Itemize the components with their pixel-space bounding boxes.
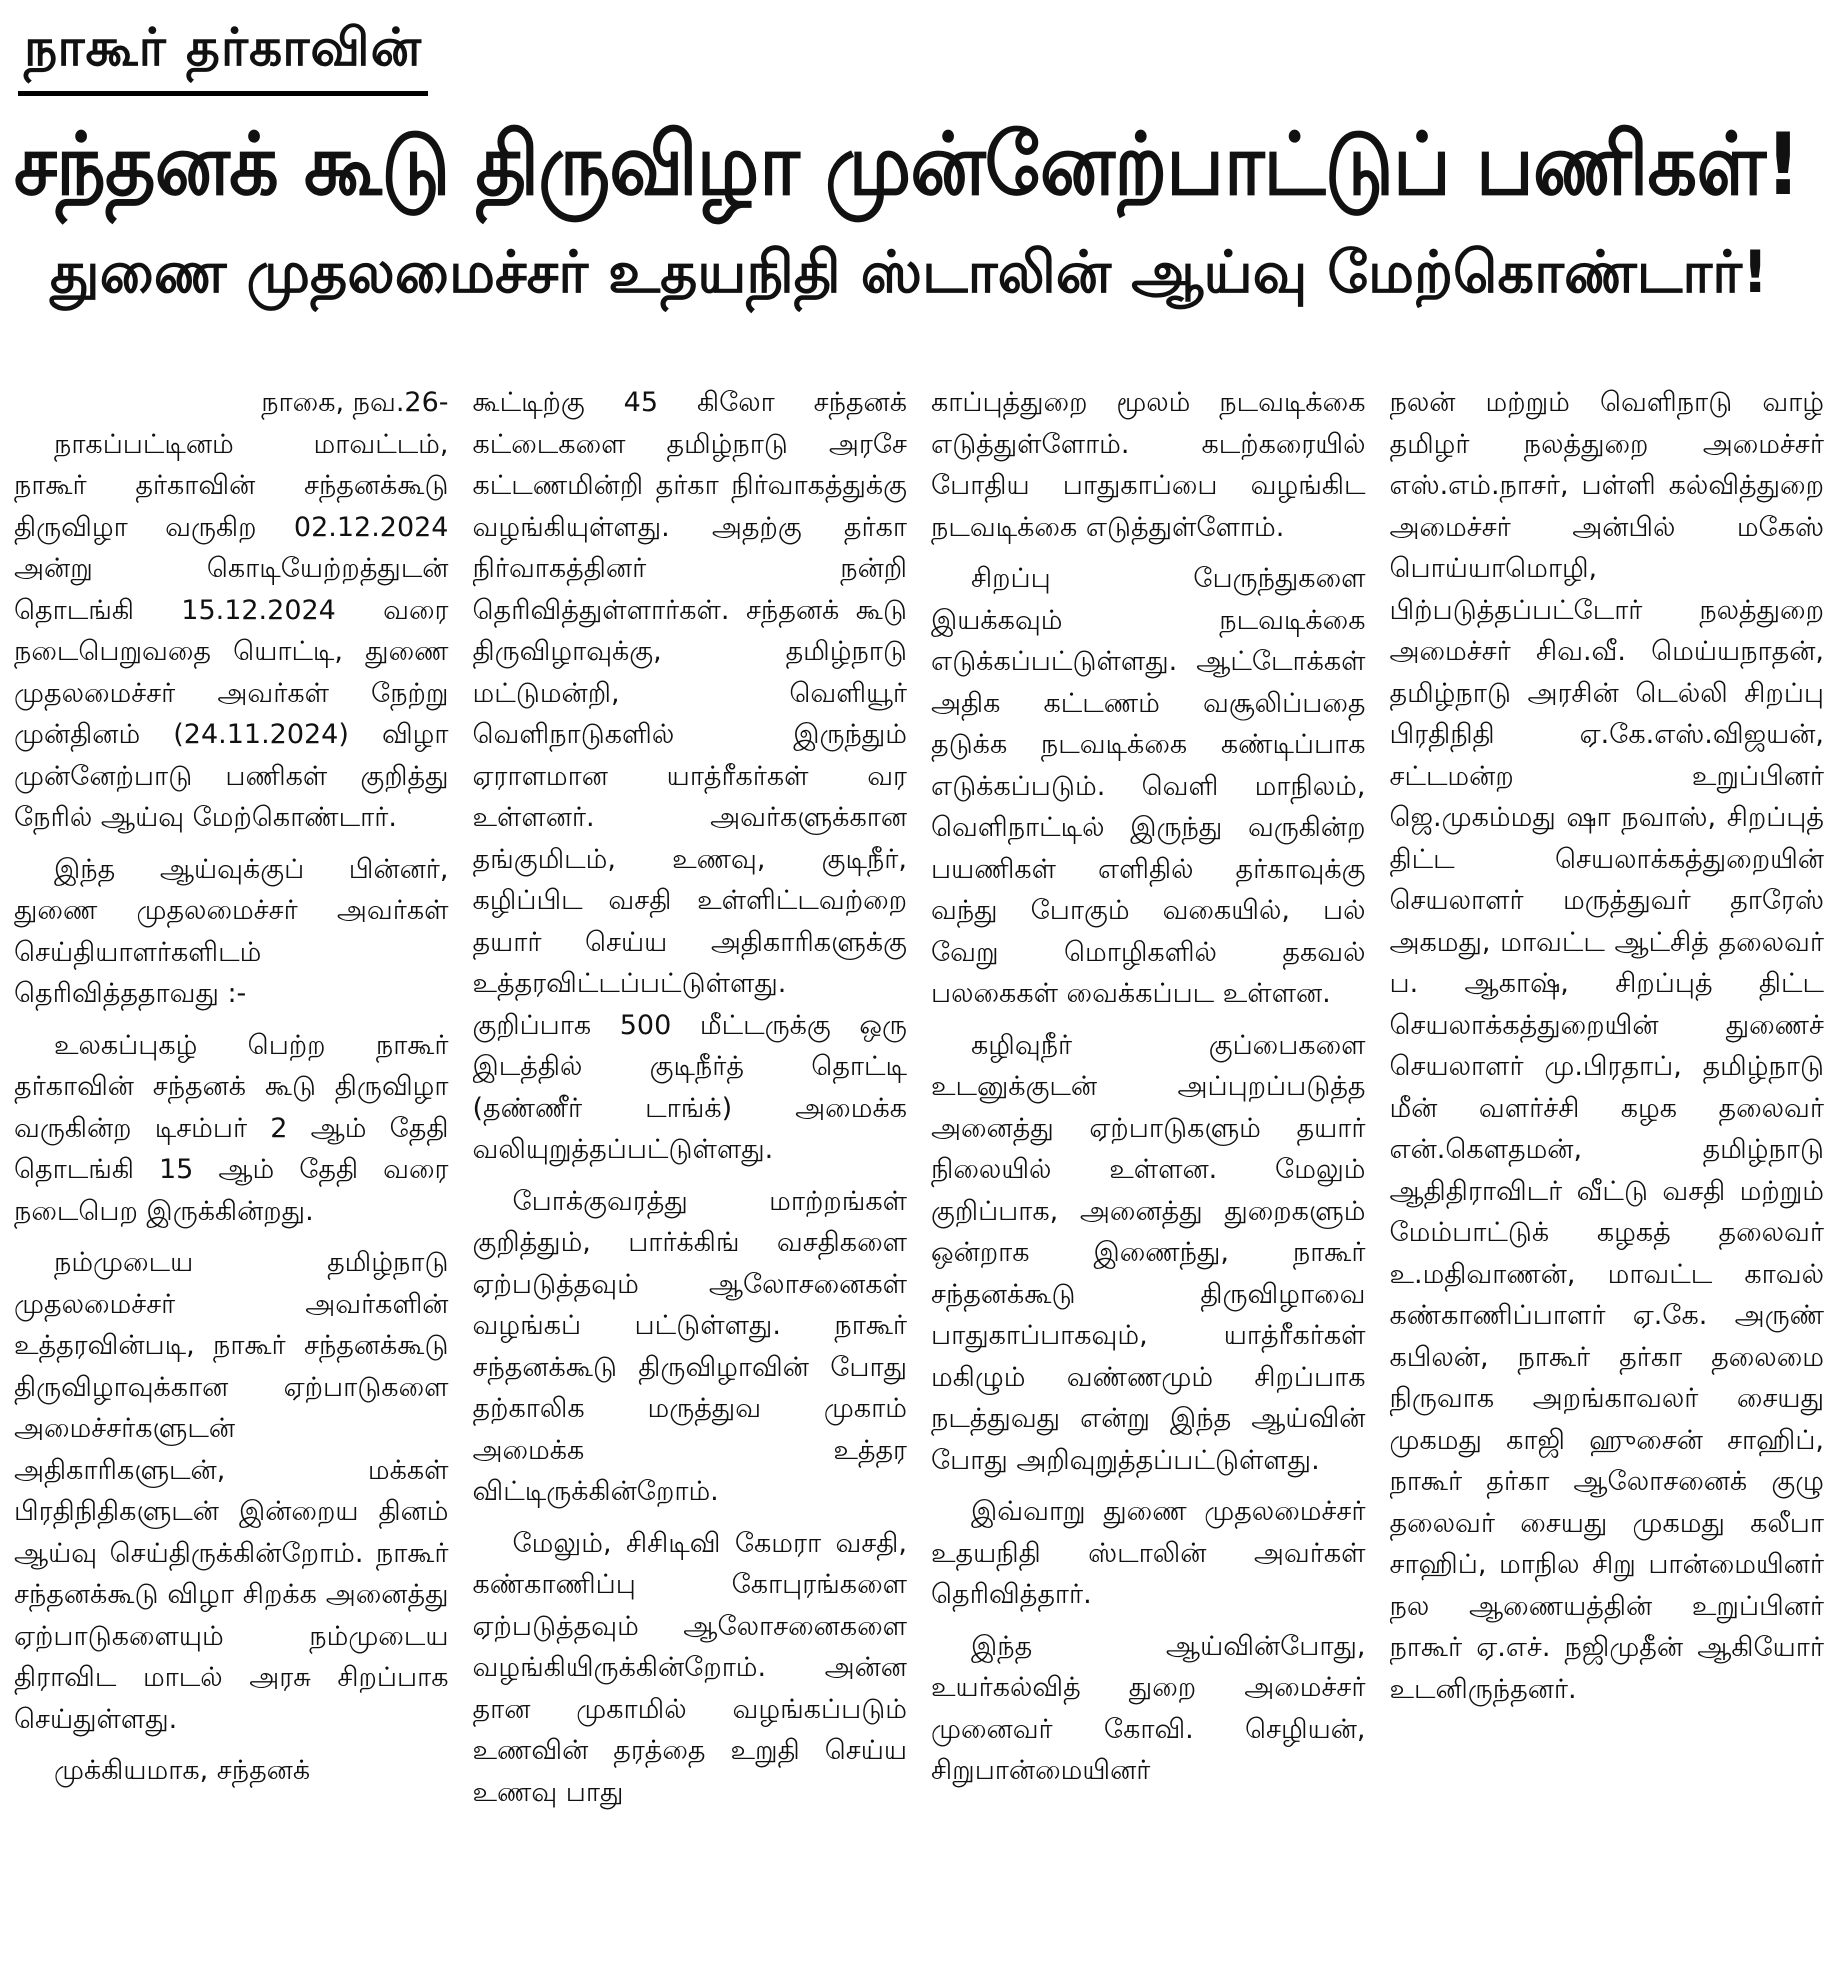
- article-column-2: [473, 382, 908, 1952]
- paragraph: நாகப்பட்டினம் மாவட்டம், நாகூர் தர்காவின் சந்தனக்கூடு திருவிழா வருகிற 02.12.2024 அன்று கொடியேற்றத்துடன் தொடங்கி 15.12.2024 வரை நடைபெறுவதை யொட்டி, துணை முதலமைச்சர் அவர்கள் நேற்று முன்தினம் (24.11.2024) விழா முன்னேற்பாடு பணிகள் குறித்து நேரில் ஆய்வு மேற்கொண்டார்.: [14, 428, 449, 833]
- paragraph: போக்குவரத்து மாற்றங்கள் குறித்தும், பார்க்கிங் வசதிகளை ஏற்படுத்தவும் ஆலோசனைகள் வழங்கப் பட்டுள்ளது. நாகூர் சந்தனக்கூடு திருவிழாவின் போது தற்காலிக மருத்துவ முகாம் அமைக்க உத்தர விட்டிருக்கின்றோம்.: [472, 1185, 907, 1507]
- article-body: [14, 382, 1824, 1952]
- paragraph: காப்புத்துறை மூலம் நடவடிக்கை எடுத்துள்ளோம். கடற்கரையில் போதிய பாதுகாப்பை வழங்கிட நடவடிக்கை எடுத்துள்ளோம்.: [931, 387, 1366, 543]
- kicker-underline: [18, 18, 428, 96]
- paragraph: நம்முடைய தமிழ்நாடு முதலமைச்சர் அவர்களின் உத்தரவின்படி, நாகூர் சந்தனக்கூடு திருவிழாவுக்கான ஏற்பாடுகளை அமைச்சர்களுடன் அதிகாரிகளுடன், மக்கள் பிரதிநிதிகளுடன் இன்றைய தினம் ஆய்வு செய்திருக்கின்றோம். நாகூர் சந்தனக்கூடு விழா சிறக்க அனைத்து ஏற்பாடுகளையும் நம்முடைய திராவிட மாடல் அரசு சிறப்பாக செய்துள்ளது.: [14, 1247, 449, 1735]
- headline: சந்தனக் கூடு திருவிழா முன்னேற்பாட்டுப் பணிகள்!: [14, 115, 1800, 215]
- article-column-4: [1390, 382, 1825, 1952]
- subheadline: துணை முதலமைச்சர் உதயநிதி ஸ்டாலின் ஆய்வு மேற்கொண்டார்!: [50, 237, 1769, 306]
- article-column-3: [931, 382, 1366, 1952]
- paragraph: மேலும், சிசிடிவி கேமரா வசதி, கண்காணிப்பு கோபுரங்களை ஏற்படுத்தவும் ஆலோசனைகளை வழங்கியிருக்கின்றோம். அன்ன தான முகாமில் வழங்கப்படும் உணவின் தரத்தை உறுதி செய்ய உணவு பாது: [472, 1527, 907, 1808]
- paragraph: இந்த ஆய்வின்போது, உயர்கல்வித் துறை அமைச்சர் முனைவர் கோவி. செழியன், சிறுபான்மையினர்: [931, 1630, 1366, 1786]
- paragraph: கழிவுநீர் குப்பைகளை உடனுக்குடன் அப்புறப்படுத்த அனைத்து ஏற்பாடுகளும் தயார் நிலையில் உள்ளன. மேலும் குறிப்பாக, அனைத்து துறைகளும் ஒன்றாக இணைந்து, நாகூர் சந்தனக்கூடு திருவிழாவை பாதுகாப்பாகவும், யாத்ரீகர்கள் மகிழும் வண்ணமும் சிறப்பாக நடத்துவது என்று இந்த ஆய்வின் போது அறிவுறுத்தப்பட்டுள்ளது.: [931, 1029, 1366, 1476]
- article-column-1: [14, 382, 449, 1952]
- paragraph: கூட்டிற்கு 45 கிலோ சந்தனக் கட்டைகளை தமிழ்நாடு அரசே கட்டணமின்றி தர்கா நிர்வாகத்துக்கு வழங்கியுள்ளது. அதற்கு தர்கா நிர்வாகத்தினர் நன்றி தெரிவித்துள்ளார்கள். சந்தனக் கூடு திருவிழாவுக்கு, தமிழ்நாடு மட்டுமன்றி, வெளியூர் வெளிநாடுகளில் இருந்தும் ஏராளமான யாத்ரீகர்கள் வர உள்ளனர். அவர்களுக்கான தங்குமிடம், உணவு, குடிநீர், கழிப்பிட வசதி உள்ளிட்டவற்றை தயார் செய்ய அதிகாரிகளுக்கு உத்தரவிட்டப்பட்டுள்ளது. குறிப்பாக 500 மீட்டருக்கு ஒரு இடத்தில் குடிநீர்த் தொட்டி (தண்ணீர் டாங்க்) அமைக்க வலியுறுத்தப்பட்டுள்ளது.: [472, 387, 907, 1165]
- paragraph: இந்த ஆய்வுக்குப் பின்னர், துணை முதலமைச்சர் அவர்கள் செய்தியாளர்களிடம் தெரிவித்ததாவது :-: [14, 853, 449, 1009]
- paragraph: உலகப்புகழ் பெற்ற நாகூர் தர்காவின் சந்தனக் கூடு திருவிழா வருகின்ற டிசம்பர் 2 ஆம் தேதி தொடங்கி 15 ஆம் தேதி வரை நடைபெற இருக்கின்றது.: [14, 1029, 449, 1227]
- dateline: நாகை, நவ.26-: [261, 387, 449, 418]
- paragraph: நலன் மற்றும் வெளிநாடு வாழ் தமிழர் நலத்துறை அமைச்சர் எஸ்.எம்.நாசர், பள்ளி கல்வித்துறை அமைச்சர் அன்பில் மகேஸ் பொய்யாமொழி, பிற்படுத்தப்பட்டோர் நலத்துறை அமைச்சர் சிவ.வீ. மெய்யநாதன், தமிழ்நாடு அரசின் டெல்லி சிறப்பு பிரதிநிதி ஏ.கே.எஸ்.விஜயன், சட்டமன்ற உறுப்பினர் ஜெ.முகம்மது ஷா நவாஸ், சிறப்புத் திட்ட செயலாக்கத்துறையின் செயலாளர் மருத்துவர் தாரேஸ் அகமது, மாவட்ட ஆட்சித் தலைவர் ப. ஆகாஷ், சிறப்புத் திட்ட செயலாக்கத்துறையின் துணைச் செயலாளர் மு.பிரதாப், தமிழ்நாடு மீன் வளர்ச்சி கழக தலைவர் என்.கௌதமன், தமிழ்நாடு ஆதிதிராவிடர் வீட்டு வசதி மற்றும் மேம்பாட்டுக் கழகத் தலைவர் உ.மதிவாணன், மாவட்ட காவல் கண்காணிப்பாளர் ஏ.கே. அருண் கபிலன், நாகூர் தர்கா தலைமை நிருவாக அறங்காவலர் சையது முகமது காஜி ஹுசைன் சாஹிப், நாகூர் தர்கா ஆலோசனைக் குழு தலைவர் சையது முகமது கலீபா சாஹிப், மாநில சிறு பான்மையினர் நல ஆணையத்தின் உறுப்பினர் நாகூர் ஏ.எச். நஜிமுதீன் ஆகியோர் உடனிருந்தனர்.: [1389, 387, 1824, 1705]
- paragraph: இவ்வாறு துணை முதலமைச்சர் உதயநிதி ஸ்டாலின் அவர்கள் தெரிவித்தார்.: [931, 1496, 1366, 1610]
- kicker-title: நாகூர் தர்காவின்: [24, 18, 423, 78]
- paragraph: முக்கியமாக, சந்தனக்: [54, 1755, 311, 1786]
- paragraph: சிறப்பு பேருந்துகளை இயக்கவும் நடவடிக்கை எடுக்கப்பட்டுள்ளது. ஆட்டோக்கள் அதிக கட்டணம் வசூலிப்பதை தடுக்க நடவடிக்கை கண்டிப்பாக எடுக்கப்படும். வெளி மாநிலம், வெளிநாட்டில் இருந்து வருகின்ற பயணிகள் எளிதில் தர்காவுக்கு வந்து போகும் வகையில், பல் வேறு மொழிகளில் தகவல் பலகைகள் வைக்கப்பட உள்ளன.: [931, 563, 1366, 1009]
